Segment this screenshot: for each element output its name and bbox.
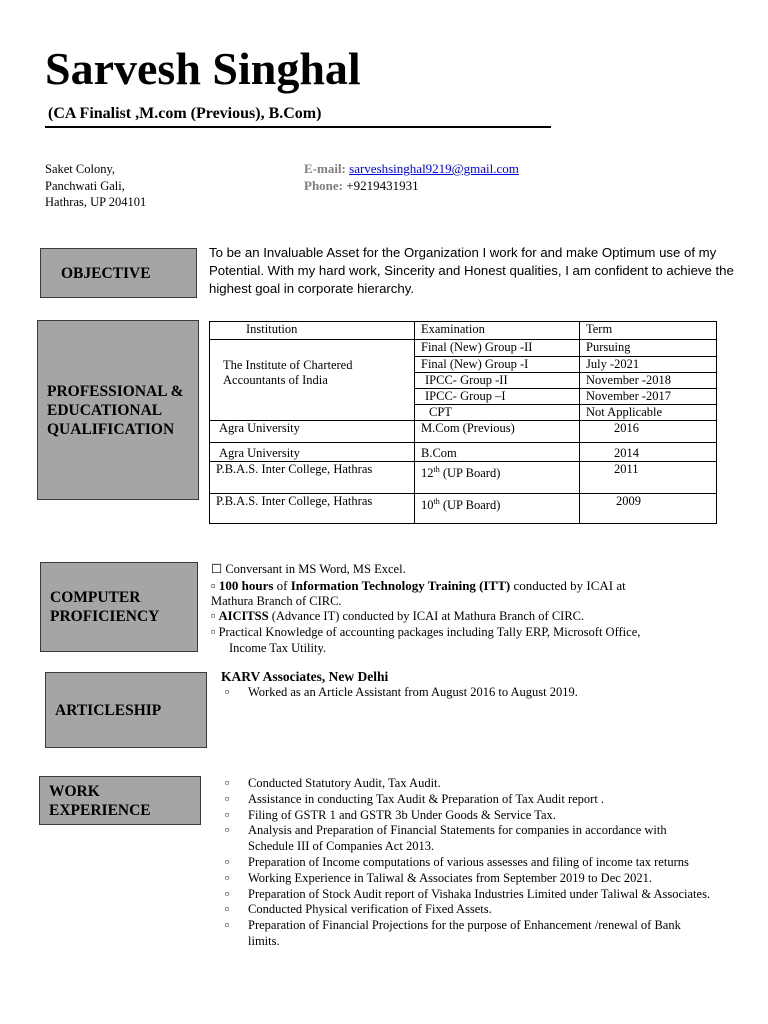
email-link[interactable]: sarveshsinghal9219@gmail.com (349, 161, 519, 176)
table-row (210, 462, 717, 494)
section-qualification-label: PROFESSIONAL & EDUCATIONAL QUALIFICATION (47, 382, 184, 438)
header-institution: Institution (210, 322, 415, 340)
list-item-text: Conversant in MS Word, MS Excel. (225, 562, 406, 576)
address-block (45, 161, 146, 211)
list-item-bold: 100 hours (218, 577, 274, 593)
list-item-text: Preparation of Income computations of various assesses and filing of income tax returns (248, 854, 689, 869)
section-objective (40, 248, 197, 298)
list-item (221, 902, 711, 918)
phone-number: +9219431931 (346, 177, 419, 193)
list-item (221, 808, 711, 824)
list-item-text: Filing of GSTR 1 and GSTR 3b Under Goods & Service Tax. (248, 807, 556, 822)
list-item-bold: AICITSS (218, 609, 269, 624)
exam-board: (UP Board) (439, 466, 501, 481)
list-item (221, 871, 711, 887)
bullet-icon: ▫ (225, 807, 230, 822)
bullet-icon: ▫ (225, 791, 230, 806)
contact-block (304, 161, 519, 194)
term-cell: November -2018 (580, 373, 717, 389)
list-item-text: Conducted Physical verification of Fixed Assets. (248, 902, 492, 917)
bullet-icon: ▫ (211, 577, 216, 593)
list-item-text: Assistance in conducting Tax Audit & Preparation of Tax Audit report . (248, 791, 605, 806)
phone-label: Phone: (304, 177, 343, 193)
bullet-icon: ▫ (211, 625, 216, 640)
term-cell: 2016 (580, 421, 717, 443)
exam-ordinal: th (433, 465, 440, 474)
list-item-continuation: Income Tax Utility. (229, 640, 327, 655)
checkbox-bullet-icon: ☐ (211, 562, 223, 576)
list-item (221, 776, 711, 792)
list-item-text: Working Experience in Taliwal & Associates from September 2019 to Dec 2021. (248, 870, 653, 885)
institution-cell: Agra University (210, 443, 415, 462)
list-item-continuation: Mathura Branch of CIRC. (211, 593, 342, 608)
term-cell: 2011 (580, 462, 717, 494)
institution-cell: Agra University (210, 421, 415, 443)
section-articleship (45, 672, 207, 748)
section-objective-label: OBJECTIVE (61, 264, 151, 282)
exam-ordinal: th (433, 497, 440, 506)
qualification-table (209, 321, 717, 524)
section-work (39, 776, 201, 825)
list-item-text: Worked as an Article Assistant from August 2016 to August 2019. (248, 684, 578, 699)
header-examination: Examination (415, 322, 580, 340)
exam-cell: IPCC- Group –I (415, 389, 580, 405)
address-line: Hathras, UP 204101 (45, 195, 147, 209)
list-item (211, 609, 731, 625)
address-line: Saket Colony, (45, 162, 116, 176)
bullet-icon: ▫ (225, 902, 230, 917)
section-computer (40, 562, 198, 652)
list-item (221, 823, 711, 855)
institution-cell: The Institute of Chartered Accountants of India (210, 340, 415, 421)
list-item-text: Preparation of Financial Projections for the purpose of Enhancement /renewal of Bank limits. (248, 918, 681, 948)
exam-cell: IPCC- Group -II (415, 373, 580, 389)
table-header-row (210, 322, 717, 340)
articleship-firm: KARV Associates, New Delhi (221, 669, 389, 684)
table-row (210, 443, 717, 462)
list-item (211, 625, 731, 641)
address-line: Panchwati Gali, (45, 178, 125, 193)
email-label: E-mail: (304, 161, 346, 176)
candidate-name: Sarvesh Singhal (45, 43, 361, 94)
bullet-icon: ▫ (225, 823, 230, 838)
list-item-text: Conducted Statutory Audit, Tax Audit. (248, 776, 441, 790)
term-cell: 2009 (580, 494, 717, 524)
term-cell: 2014 (580, 443, 717, 462)
exam-cell: M.Com (Previous) (415, 421, 580, 443)
list-item (221, 855, 711, 871)
exam-cell (415, 494, 580, 524)
table-row (210, 494, 717, 524)
section-work-label: WORK EXPERIENCE (49, 782, 151, 819)
objective-text: To be an Invaluable Asset for the Organization I work for and make Optimum use of my Potential. With my hard work, Sincerity and Honest qualities, I am confident to achieve the highest goal in corporate hierarchy. (209, 245, 734, 296)
term-cell: November -2017 (580, 389, 717, 405)
header-divider (45, 126, 551, 128)
list-item (221, 887, 711, 903)
articleship-block (221, 669, 721, 701)
list-item (221, 685, 721, 701)
computer-list (211, 562, 731, 657)
list-item (211, 578, 731, 594)
bullet-icon: ▫ (225, 918, 230, 933)
bullet-icon: ▫ (225, 870, 230, 885)
term-cell: Not Applicable (580, 405, 717, 421)
term-cell: Pursuing (580, 340, 717, 357)
exam-cell: Final (New) Group -II (415, 340, 580, 357)
section-computer-label: COMPUTER PROFICIENCY (50, 589, 160, 625)
institution-cell: P.B.A.S. Inter College, Hathras (210, 494, 415, 524)
list-item-text: (Advance IT) conducted by ICAI at Mathura Branch of CIRC. (268, 609, 585, 624)
list-item-bold: Information Technology Training (ITT) (290, 577, 511, 593)
table-row (210, 340, 717, 357)
exam-cell: Final (New) Group -I (415, 357, 580, 373)
exam-number: 12 (421, 466, 434, 481)
list-item (221, 918, 711, 950)
exam-cell: CPT (415, 405, 580, 421)
list-item (221, 792, 711, 808)
exam-cell: B.Com (415, 443, 580, 462)
institution-cell: P.B.A.S. Inter College, Hathras (210, 462, 415, 494)
bullet-icon: ▫ (225, 776, 230, 790)
list-item-text: Practical Knowledge of accounting packages including Tally ERP, Microsoft Office, (218, 625, 641, 640)
header-term: Term (580, 322, 717, 340)
table-row (210, 421, 717, 443)
bullet-icon: ▫ (225, 684, 230, 699)
list-item (211, 562, 731, 578)
list-item-text: conducted by ICAI at (510, 577, 626, 593)
bullet-icon: ▫ (211, 609, 216, 624)
candidate-qualifications: (CA Finalist ,M.com (Previous), B.Com) (48, 105, 322, 122)
bullet-icon: ▫ (225, 854, 230, 869)
exam-board: (UP Board) (439, 498, 501, 513)
term-cell: July -2021 (580, 357, 717, 373)
exam-number: 10 (421, 498, 434, 513)
section-articleship-label: ARTICLESHIP (55, 701, 162, 719)
list-item-text: of (273, 577, 291, 593)
list-item-text: Preparation of Stock Audit report of Vishaka Industries Limited under Taliwal & Associates. (248, 886, 711, 901)
work-list (221, 776, 711, 950)
exam-cell (415, 462, 580, 494)
bullet-icon: ▫ (225, 886, 230, 901)
list-item-text: Analysis and Preparation of Financial Statements for companies in accordance with Schedule III of Companies Act 2013. (248, 823, 667, 854)
section-qualification (37, 320, 199, 500)
